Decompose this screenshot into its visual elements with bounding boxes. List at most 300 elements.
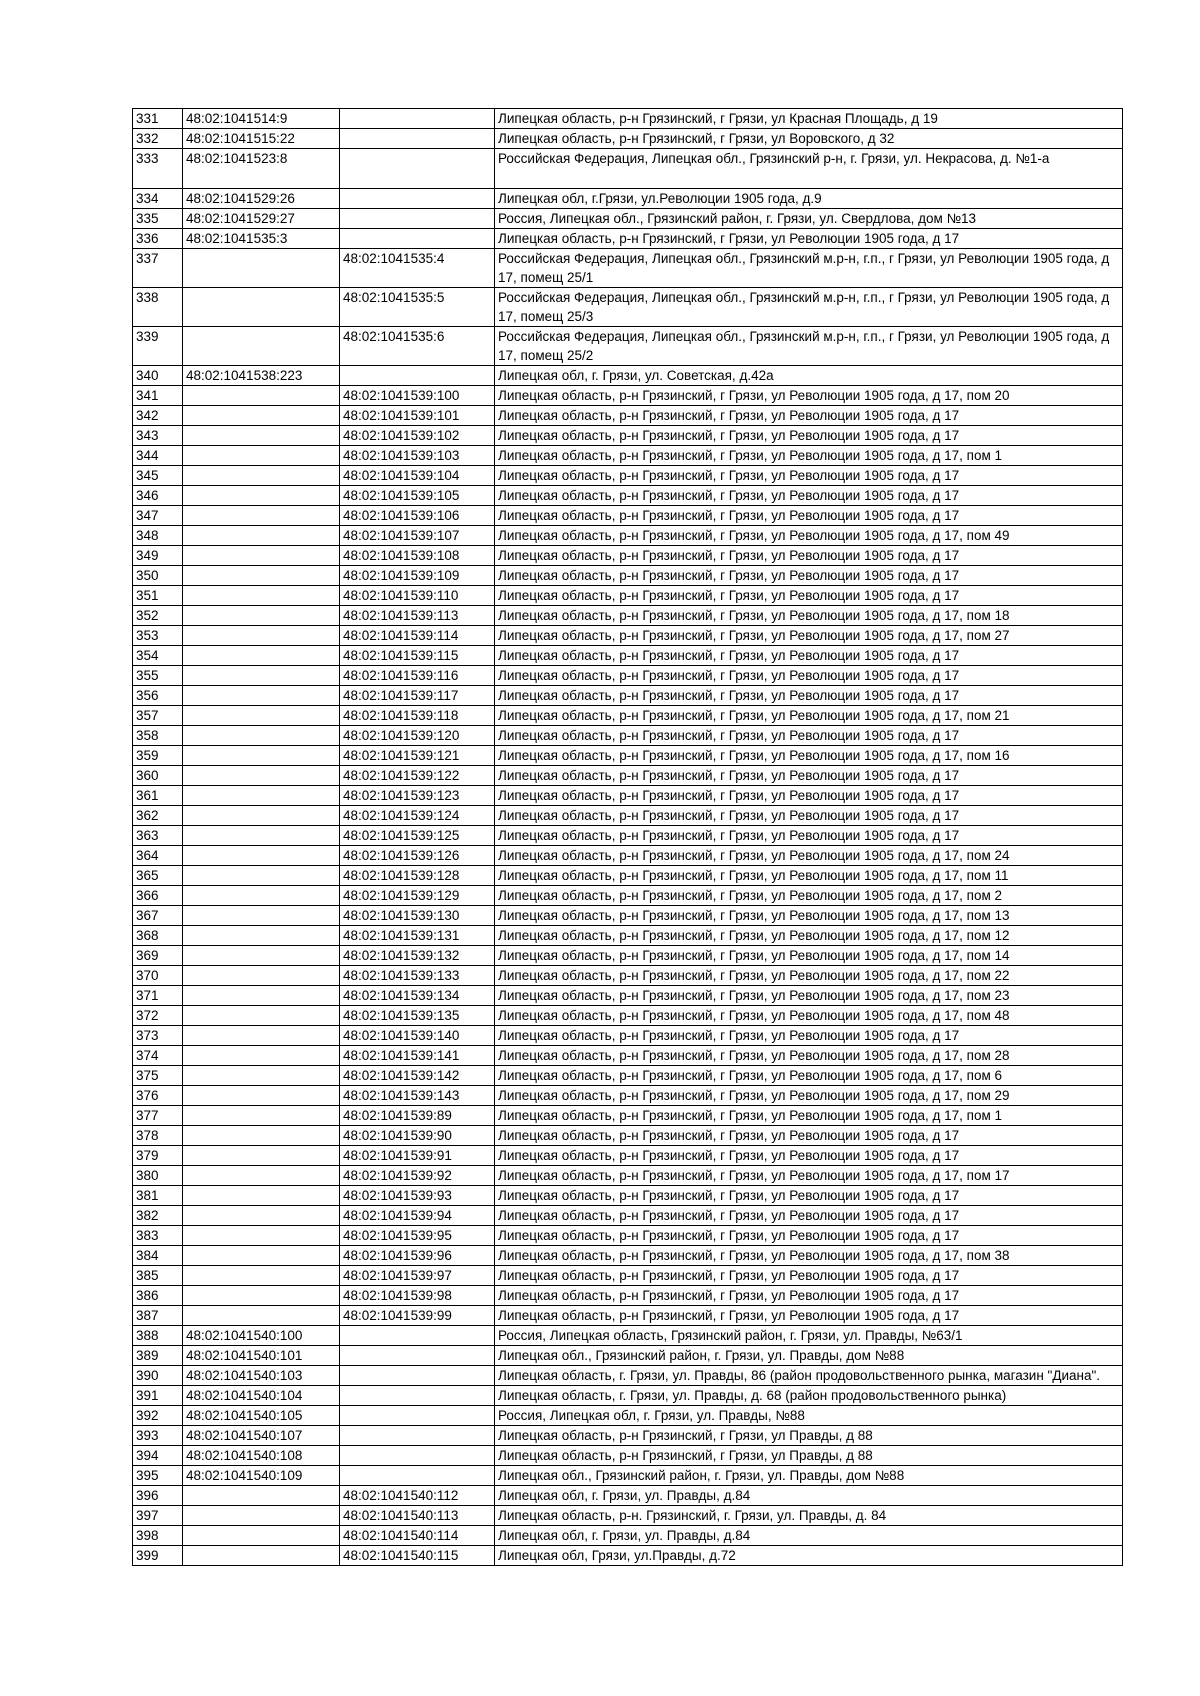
cadastral-number-cell — [183, 806, 340, 826]
address-cell: Липецкая область, р-н Грязинский, г Грязи, ул Революции 1905 года, д 17, пом 17 — [495, 1166, 1123, 1186]
cadastral-number-cell — [183, 1246, 340, 1266]
address-cell: Липецкая область, р-н Грязинский, г Грязи, ул Революции 1905 года, д 17, пом 1 — [495, 1106, 1123, 1126]
address-cell: Липецкая область, р-н Грязинский, г Грязи, ул Революции 1905 года, д 17, пом 23 — [495, 986, 1123, 1006]
table-row — [133, 149, 1123, 189]
sub-cadastral-number-cell: 48:02:1041539:105 — [340, 486, 495, 506]
cadastral-number-cell — [183, 606, 340, 626]
table-row — [133, 1186, 1123, 1206]
address-cell: Липецкая область, р-н Грязинский, г Грязи, ул Революции 1905 года, д 17 — [495, 546, 1123, 566]
table-row — [133, 129, 1123, 149]
sub-cadastral-number-cell — [340, 1406, 495, 1426]
table-row — [133, 1366, 1123, 1386]
table-row — [133, 546, 1123, 566]
sub-cadastral-number-cell: 48:02:1041539:134 — [340, 986, 495, 1006]
address-cell: Российская Федерация, Липецкая обл., Грязинский р-н, г. Грязи, ул. Некрасова, д. №1-а — [495, 149, 1123, 189]
sub-cadastral-number-cell — [340, 229, 495, 249]
cadastral-number-cell — [183, 327, 340, 366]
address-cell: Липецкая область, р-н Грязинский, г Грязи, ул Революции 1905 года, д 17, пом 16 — [495, 746, 1123, 766]
cadastral-number-cell: 48:02:1041540:109 — [183, 1466, 340, 1486]
row-number-cell: 371 — [133, 986, 183, 1006]
row-number-cell: 337 — [133, 249, 183, 288]
cadastral-number-cell — [183, 686, 340, 706]
cadastral-number-cell — [183, 946, 340, 966]
cadastral-number-cell: 48:02:1041540:103 — [183, 1366, 340, 1386]
sub-cadastral-number-cell: 48:02:1041539:110 — [340, 586, 495, 606]
cadastral-number-cell — [183, 1126, 340, 1146]
sub-cadastral-number-cell: 48:02:1041539:124 — [340, 806, 495, 826]
row-number-cell: 384 — [133, 1246, 183, 1266]
table-row — [133, 209, 1123, 229]
address-cell: Липецкая область, р-н Грязинский, г Грязи, ул Революции 1905 года, д 17 — [495, 1226, 1123, 1246]
address-cell: Липецкая область, р-н Грязинский, г Грязи, ул Революции 1905 года, д 17, пом 48 — [495, 1006, 1123, 1026]
sub-cadastral-number-cell: 48:02:1041539:98 — [340, 1286, 495, 1306]
address-cell: Липецкая область, р-н Грязинский, г Грязи, ул Революции 1905 года, д 17, пом 1 — [495, 446, 1123, 466]
table-row — [133, 466, 1123, 486]
table-row — [133, 506, 1123, 526]
cadastral-number-cell — [183, 566, 340, 586]
sub-cadastral-number-cell: 48:02:1041539:102 — [340, 426, 495, 446]
sub-cadastral-number-cell: 48:02:1041539:122 — [340, 766, 495, 786]
cadastral-number-cell — [183, 1506, 340, 1526]
cadastral-number-cell: 48:02:1041540:104 — [183, 1386, 340, 1406]
sub-cadastral-number-cell: 48:02:1041539:117 — [340, 686, 495, 706]
row-number-cell: 390 — [133, 1366, 183, 1386]
sub-cadastral-number-cell: 48:02:1041539:114 — [340, 626, 495, 646]
address-cell: Липецкая область, р-н Грязинский, г Грязи, ул Революции 1905 года, д 17 — [495, 786, 1123, 806]
address-cell: Липецкая область, р-н Грязинский, г Грязи, ул Красная Площадь, д 19 — [495, 109, 1123, 129]
sub-cadastral-number-cell: 48:02:1041539:140 — [340, 1026, 495, 1046]
table-row — [133, 586, 1123, 606]
row-number-cell: 338 — [133, 288, 183, 327]
address-cell: Липецкая область, р-н Грязинский, г Грязи, ул Правды, д 88 — [495, 1446, 1123, 1466]
cadastral-number-cell — [183, 1066, 340, 1086]
table-row — [133, 1266, 1123, 1286]
sub-cadastral-number-cell: 48:02:1041540:114 — [340, 1526, 495, 1546]
sub-cadastral-number-cell: 48:02:1041539:90 — [340, 1126, 495, 1146]
cadastral-number-cell — [183, 1106, 340, 1126]
table-row — [133, 786, 1123, 806]
table-row — [133, 1446, 1123, 1466]
row-number-cell: 336 — [133, 229, 183, 249]
cadastral-number-cell — [183, 886, 340, 906]
row-number-cell: 347 — [133, 506, 183, 526]
address-cell: Липецкая область, р-н. Грязинский, г. Грязи, ул. Правды, д. 84 — [495, 1506, 1123, 1526]
sub-cadastral-number-cell: 48:02:1041539:101 — [340, 406, 495, 426]
table-row — [133, 366, 1123, 386]
row-number-cell: 333 — [133, 149, 183, 189]
address-cell: Липецкая область, р-н Грязинский, г Грязи, ул Революции 1905 года, д 17 — [495, 1286, 1123, 1306]
sub-cadastral-number-cell: 48:02:1041539:125 — [340, 826, 495, 846]
table-row — [133, 946, 1123, 966]
sub-cadastral-number-cell: 48:02:1041535:4 — [340, 249, 495, 288]
address-cell: Липецкая область, р-н Грязинский, г Грязи, ул Революции 1905 года, д 17, пом 6 — [495, 1066, 1123, 1086]
row-number-cell: 357 — [133, 706, 183, 726]
address-cell: Липецкая область, р-н Грязинский, г Грязи, ул Революции 1905 года, д 17 — [495, 726, 1123, 746]
table-row — [133, 1386, 1123, 1406]
address-cell: Липецкая обл., Грязинский район, г. Грязи, ул. Правды, дом №88 — [495, 1466, 1123, 1486]
row-number-cell: 343 — [133, 426, 183, 446]
cadastral-number-cell — [183, 586, 340, 606]
table-row — [133, 406, 1123, 426]
cadastral-number-cell — [183, 906, 340, 926]
table-row — [133, 666, 1123, 686]
row-number-cell: 373 — [133, 1026, 183, 1046]
row-number-cell: 388 — [133, 1326, 183, 1346]
table-row — [133, 1426, 1123, 1446]
table-row — [133, 1106, 1123, 1126]
sub-cadastral-number-cell: 48:02:1041539:123 — [340, 786, 495, 806]
table-row — [133, 686, 1123, 706]
cadastral-number-cell: 48:02:1041535:3 — [183, 229, 340, 249]
table-row — [133, 1126, 1123, 1146]
table-row — [133, 189, 1123, 209]
address-cell: Липецкая область, р-н Грязинский, г Грязи, ул Революции 1905 года, д 17 — [495, 466, 1123, 486]
sub-cadastral-number-cell: 48:02:1041539:104 — [340, 466, 495, 486]
address-cell: Липецкая область, р-н Грязинский, г Грязи, ул Революции 1905 года, д 17, пом 22 — [495, 966, 1123, 986]
table-row — [133, 1026, 1123, 1046]
cadastral-number-cell: 48:02:1041540:108 — [183, 1446, 340, 1466]
row-number-cell: 385 — [133, 1266, 183, 1286]
sub-cadastral-number-cell: 48:02:1041539:132 — [340, 946, 495, 966]
cadastral-number-cell — [183, 1146, 340, 1166]
table-row — [133, 249, 1123, 288]
sub-cadastral-number-cell: 48:02:1041539:108 — [340, 546, 495, 566]
cadastral-number-cell — [183, 706, 340, 726]
address-cell: Липецкая область, р-н Грязинский, г Грязи, ул Революции 1905 года, д 17, пом 49 — [495, 526, 1123, 546]
row-number-cell: 391 — [133, 1386, 183, 1406]
cadastral-number-cell — [183, 766, 340, 786]
row-number-cell: 349 — [133, 546, 183, 566]
table-row — [133, 1286, 1123, 1306]
row-number-cell: 394 — [133, 1446, 183, 1466]
parcel-table-body — [133, 109, 1123, 1566]
sub-cadastral-number-cell — [340, 1466, 495, 1486]
cadastral-number-cell — [183, 1546, 340, 1566]
table-row — [133, 846, 1123, 866]
address-cell: Липецкая область, р-н Грязинский, г Грязи, ул Революции 1905 года, д 17 — [495, 826, 1123, 846]
sub-cadastral-number-cell: 48:02:1041539:92 — [340, 1166, 495, 1186]
address-cell: Липецкая обл, г. Грязи, ул. Правды, д.84 — [495, 1526, 1123, 1546]
address-cell: Липецкая область, р-н Грязинский, г Грязи, ул Революции 1905 года, д 17, пом 18 — [495, 606, 1123, 626]
row-number-cell: 392 — [133, 1406, 183, 1426]
row-number-cell: 332 — [133, 129, 183, 149]
cadastral-number-cell — [183, 1046, 340, 1066]
cadastral-number-cell: 48:02:1041529:27 — [183, 209, 340, 229]
row-number-cell: 352 — [133, 606, 183, 626]
address-cell: Липецкая область, р-н Грязинский, г Грязи, ул Революции 1905 года, д 17 — [495, 566, 1123, 586]
row-number-cell: 378 — [133, 1126, 183, 1146]
sub-cadastral-number-cell — [340, 189, 495, 209]
cadastral-number-cell: 48:02:1041538:223 — [183, 366, 340, 386]
table-row — [133, 726, 1123, 746]
cadastral-number-cell: 48:02:1041523:8 — [183, 149, 340, 189]
address-cell: Липецкая область, р-н Грязинский, г Грязи, ул Революции 1905 года, д 17 — [495, 666, 1123, 686]
address-cell: Липецкая область, р-н Грязинский, г Грязи, ул Революции 1905 года, д 17 — [495, 1126, 1123, 1146]
row-number-cell: 350 — [133, 566, 183, 586]
sub-cadastral-number-cell: 48:02:1041539:103 — [340, 446, 495, 466]
cadastral-number-cell: 48:02:1041515:22 — [183, 129, 340, 149]
address-cell: Липецкая область, р-н Грязинский, г Грязи, ул Революции 1905 года, д 17 — [495, 506, 1123, 526]
cadastral-number-cell: 48:02:1041514:9 — [183, 109, 340, 129]
row-number-cell: 363 — [133, 826, 183, 846]
address-cell: Липецкая область, р-н Грязинский, г Грязи, ул Революции 1905 года, д 17 — [495, 1266, 1123, 1286]
row-number-cell: 361 — [133, 786, 183, 806]
table-row — [133, 1146, 1123, 1166]
table-row — [133, 288, 1123, 327]
row-number-cell: 334 — [133, 189, 183, 209]
sub-cadastral-number-cell — [340, 1366, 495, 1386]
cadastral-number-cell — [183, 466, 340, 486]
address-cell: Липецкая область, р-н Грязинский, г Грязи, ул Революции 1905 года, д 17 — [495, 1206, 1123, 1226]
cadastral-number-cell — [183, 1026, 340, 1046]
sub-cadastral-number-cell: 48:02:1041539:106 — [340, 506, 495, 526]
table-row — [133, 966, 1123, 986]
row-number-cell: 374 — [133, 1046, 183, 1066]
address-cell: Россия, Липецкая обл., Грязинский район, г. Грязи, ул. Свердлова, дом №13 — [495, 209, 1123, 229]
cadastral-number-cell — [183, 426, 340, 446]
table-row — [133, 646, 1123, 666]
table-row — [133, 806, 1123, 826]
row-number-cell: 360 — [133, 766, 183, 786]
cadastral-number-cell — [183, 1266, 340, 1286]
row-number-cell: 386 — [133, 1286, 183, 1306]
row-number-cell: 365 — [133, 866, 183, 886]
cadastral-number-cell — [183, 546, 340, 566]
table-row — [133, 1506, 1123, 1526]
row-number-cell: 358 — [133, 726, 183, 746]
row-number-cell: 346 — [133, 486, 183, 506]
address-cell: Липецкая область, р-н Грязинский, г Грязи, ул Революции 1905 года, д 17 — [495, 406, 1123, 426]
table-row — [133, 1526, 1123, 1546]
address-cell: Липецкая область, р-н Грязинский, г Грязи, ул Революции 1905 года, д 17 — [495, 1186, 1123, 1206]
address-cell: Липецкая обл, г. Грязи, ул. Правды, д.84 — [495, 1486, 1123, 1506]
row-number-cell: 379 — [133, 1146, 183, 1166]
cadastral-number-cell — [183, 1006, 340, 1026]
address-cell: Липецкая область, р-н Грязинский, г Грязи, ул Правды, д 88 — [495, 1426, 1123, 1446]
sub-cadastral-number-cell — [340, 1326, 495, 1346]
table-row — [133, 1466, 1123, 1486]
cadastral-number-cell — [183, 626, 340, 646]
sub-cadastral-number-cell: 48:02:1041539:129 — [340, 886, 495, 906]
sub-cadastral-number-cell: 48:02:1041539:121 — [340, 746, 495, 766]
sub-cadastral-number-cell: 48:02:1041539:89 — [340, 1106, 495, 1126]
table-row — [133, 327, 1123, 366]
cadastral-number-cell — [183, 866, 340, 886]
sub-cadastral-number-cell: 48:02:1041540:115 — [340, 1546, 495, 1566]
row-number-cell: 399 — [133, 1546, 183, 1566]
table-row — [133, 426, 1123, 446]
cadastral-number-cell — [183, 986, 340, 1006]
parcel-table — [132, 108, 1123, 1566]
row-number-cell: 331 — [133, 109, 183, 129]
row-number-cell: 339 — [133, 327, 183, 366]
address-cell: Липецкая область, р-н Грязинский, г Грязи, ул Революции 1905 года, д 17 — [495, 686, 1123, 706]
cadastral-number-cell — [183, 1286, 340, 1306]
cadastral-number-cell: 48:02:1041540:107 — [183, 1426, 340, 1446]
row-number-cell: 354 — [133, 646, 183, 666]
sub-cadastral-number-cell — [340, 209, 495, 229]
table-row — [133, 1546, 1123, 1566]
row-number-cell: 397 — [133, 1506, 183, 1526]
address-cell: Липецкая область, р-н Грязинский, г Грязи, ул Революции 1905 года, д 17, пом 13 — [495, 906, 1123, 926]
sub-cadastral-number-cell: 48:02:1041539:96 — [340, 1246, 495, 1266]
table-row — [133, 1406, 1123, 1426]
cadastral-number-cell — [183, 646, 340, 666]
address-cell: Липецкая область, р-н Грязинский, г Грязи, ул Революции 1905 года, д 17, пом 2 — [495, 886, 1123, 906]
address-cell: Липецкая область, р-н Грязинский, г Грязи, ул Революции 1905 года, д 17, пом 11 — [495, 866, 1123, 886]
address-cell: Липецкая область, р-н Грязинский, г Грязи, ул Революции 1905 года, д 17, пом 27 — [495, 626, 1123, 646]
sub-cadastral-number-cell: 48:02:1041539:143 — [340, 1086, 495, 1106]
sub-cadastral-number-cell: 48:02:1041539:100 — [340, 386, 495, 406]
address-cell: Российская Федерация, Липецкая обл., Грязинский м.р-н, г.п., г Грязи, ул Революции 1905 года, д 17, помещ 25/1 — [495, 249, 1123, 288]
address-cell: Россия, Липецкая обл, г. Грязи, ул. Правды, №88 — [495, 1406, 1123, 1426]
cadastral-number-cell — [183, 726, 340, 746]
address-cell: Липецкая область, р-н Грязинский, г Грязи, ул Революции 1905 года, д 17 — [495, 1026, 1123, 1046]
sub-cadastral-number-cell: 48:02:1041539:141 — [340, 1046, 495, 1066]
cadastral-number-cell — [183, 1086, 340, 1106]
cadastral-number-cell — [183, 526, 340, 546]
table-row — [133, 866, 1123, 886]
table-row — [133, 1486, 1123, 1506]
sub-cadastral-number-cell: 48:02:1041539:126 — [340, 846, 495, 866]
sub-cadastral-number-cell: 48:02:1041539:99 — [340, 1306, 495, 1326]
sub-cadastral-number-cell: 48:02:1041539:113 — [340, 606, 495, 626]
row-number-cell: 396 — [133, 1486, 183, 1506]
row-number-cell: 393 — [133, 1426, 183, 1446]
sub-cadastral-number-cell: 48:02:1041539:135 — [340, 1006, 495, 1026]
sub-cadastral-number-cell: 48:02:1041539:118 — [340, 706, 495, 726]
table-row — [133, 386, 1123, 406]
table-row — [133, 1086, 1123, 1106]
address-cell: Российская Федерация, Липецкая обл., Грязинский м.р-н, г.п., г Грязи, ул Революции 1905 года, д 17, помещ 25/2 — [495, 327, 1123, 366]
table-row — [133, 906, 1123, 926]
sub-cadastral-number-cell: 48:02:1041539:94 — [340, 1206, 495, 1226]
cadastral-number-cell — [183, 486, 340, 506]
address-cell: Липецкая обл, г. Грязи, ул. Советская, д.42а — [495, 366, 1123, 386]
row-number-cell: 345 — [133, 466, 183, 486]
table-row — [133, 766, 1123, 786]
row-number-cell: 362 — [133, 806, 183, 826]
address-cell: Россия, Липецкая область, Грязинский район, г. Грязи, ул. Правды, №63/1 — [495, 1326, 1123, 1346]
row-number-cell: 351 — [133, 586, 183, 606]
table-row — [133, 446, 1123, 466]
address-cell: Липецкая область, р-н Грязинский, г Грязи, ул Революции 1905 года, д 17 — [495, 486, 1123, 506]
address-cell: Липецкая область, р-н Грязинский, г Грязи, ул Революции 1905 года, д 17, пом 29 — [495, 1086, 1123, 1106]
table-row — [133, 826, 1123, 846]
row-number-cell: 367 — [133, 906, 183, 926]
address-cell: Липецкая область, р-н Грязинский, г Грязи, ул Воровского, д 32 — [495, 129, 1123, 149]
sub-cadastral-number-cell: 48:02:1041539:107 — [340, 526, 495, 546]
row-number-cell: 369 — [133, 946, 183, 966]
address-cell: Липецкая область, р-н Грязинский, г Грязи, ул Революции 1905 года, д 17, пом 38 — [495, 1246, 1123, 1266]
cadastral-number-cell — [183, 1206, 340, 1226]
table-row — [133, 566, 1123, 586]
table-row — [133, 1346, 1123, 1366]
sub-cadastral-number-cell: 48:02:1041539:130 — [340, 906, 495, 926]
cadastral-number-cell — [183, 249, 340, 288]
sub-cadastral-number-cell: 48:02:1041540:113 — [340, 1506, 495, 1526]
address-cell: Липецкая область, р-н Грязинский, г Грязи, ул Революции 1905 года, д 17 — [495, 426, 1123, 446]
sub-cadastral-number-cell: 48:02:1041540:112 — [340, 1486, 495, 1506]
table-row — [133, 1306, 1123, 1326]
cadastral-number-cell — [183, 1226, 340, 1246]
cadastral-number-cell: 48:02:1041529:26 — [183, 189, 340, 209]
row-number-cell: 382 — [133, 1206, 183, 1226]
row-number-cell: 368 — [133, 926, 183, 946]
sub-cadastral-number-cell: 48:02:1041539:131 — [340, 926, 495, 946]
sub-cadastral-number-cell: 48:02:1041539:95 — [340, 1226, 495, 1246]
row-number-cell: 335 — [133, 209, 183, 229]
sub-cadastral-number-cell: 48:02:1041539:91 — [340, 1146, 495, 1166]
address-cell: Российская Федерация, Липецкая обл., Грязинский м.р-н, г.п., г Грязи, ул Революции 1905 года, д 17, помещ 25/3 — [495, 288, 1123, 327]
table-row — [133, 1166, 1123, 1186]
table-row — [133, 926, 1123, 946]
table-row — [133, 746, 1123, 766]
row-number-cell: 342 — [133, 406, 183, 426]
address-cell: Липецкая область, р-н Грязинский, г Грязи, ул Революции 1905 года, д 17 — [495, 229, 1123, 249]
sub-cadastral-number-cell — [340, 366, 495, 386]
row-number-cell: 344 — [133, 446, 183, 466]
address-cell: Липецкая область, р-н Грязинский, г Грязи, ул Революции 1905 года, д 17 — [495, 586, 1123, 606]
address-cell: Липецкая обл., Грязинский район, г. Грязи, ул. Правды, дом №88 — [495, 1346, 1123, 1366]
table-row — [133, 486, 1123, 506]
table-row — [133, 1066, 1123, 1086]
cadastral-number-cell — [183, 1486, 340, 1506]
table-row — [133, 1226, 1123, 1246]
cadastral-number-cell — [183, 966, 340, 986]
cadastral-number-cell — [183, 406, 340, 426]
sub-cadastral-number-cell — [340, 129, 495, 149]
row-number-cell: 359 — [133, 746, 183, 766]
sub-cadastral-number-cell: 48:02:1041539:128 — [340, 866, 495, 886]
table-row — [133, 109, 1123, 129]
row-number-cell: 389 — [133, 1346, 183, 1366]
row-number-cell: 340 — [133, 366, 183, 386]
sub-cadastral-number-cell — [340, 1346, 495, 1366]
row-number-cell: 372 — [133, 1006, 183, 1026]
row-number-cell: 353 — [133, 626, 183, 646]
sub-cadastral-number-cell: 48:02:1041539:142 — [340, 1066, 495, 1086]
table-row — [133, 606, 1123, 626]
table-row — [133, 229, 1123, 249]
row-number-cell: 370 — [133, 966, 183, 986]
table-row — [133, 1246, 1123, 1266]
row-number-cell: 348 — [133, 526, 183, 546]
cadastral-number-cell — [183, 1166, 340, 1186]
sub-cadastral-number-cell: 48:02:1041539:93 — [340, 1186, 495, 1206]
row-number-cell: 356 — [133, 686, 183, 706]
address-cell: Липецкая обл, Грязи, ул.Правды, д.72 — [495, 1546, 1123, 1566]
table-row — [133, 1206, 1123, 1226]
sub-cadastral-number-cell: 48:02:1041539:97 — [340, 1266, 495, 1286]
address-cell: Липецкая область, р-н Грязинский, г Грязи, ул Революции 1905 года, д 17 — [495, 806, 1123, 826]
cadastral-number-cell: 48:02:1041540:100 — [183, 1326, 340, 1346]
sub-cadastral-number-cell: 48:02:1041539:133 — [340, 966, 495, 986]
cadastral-number-cell — [183, 386, 340, 406]
row-number-cell: 375 — [133, 1066, 183, 1086]
row-number-cell: 366 — [133, 886, 183, 906]
sub-cadastral-number-cell: 48:02:1041539:116 — [340, 666, 495, 686]
sub-cadastral-number-cell — [340, 149, 495, 189]
address-cell: Липецкая область, р-н Грязинский, г Грязи, ул Революции 1905 года, д 17, пом 12 — [495, 926, 1123, 946]
table-row — [133, 1006, 1123, 1026]
cadastral-number-cell — [183, 288, 340, 327]
cadastral-number-cell — [183, 926, 340, 946]
row-number-cell: 364 — [133, 846, 183, 866]
row-number-cell: 341 — [133, 386, 183, 406]
address-cell: Липецкая обл, г.Грязи, ул.Революции 1905 года, д.9 — [495, 189, 1123, 209]
cadastral-number-cell — [183, 1306, 340, 1326]
